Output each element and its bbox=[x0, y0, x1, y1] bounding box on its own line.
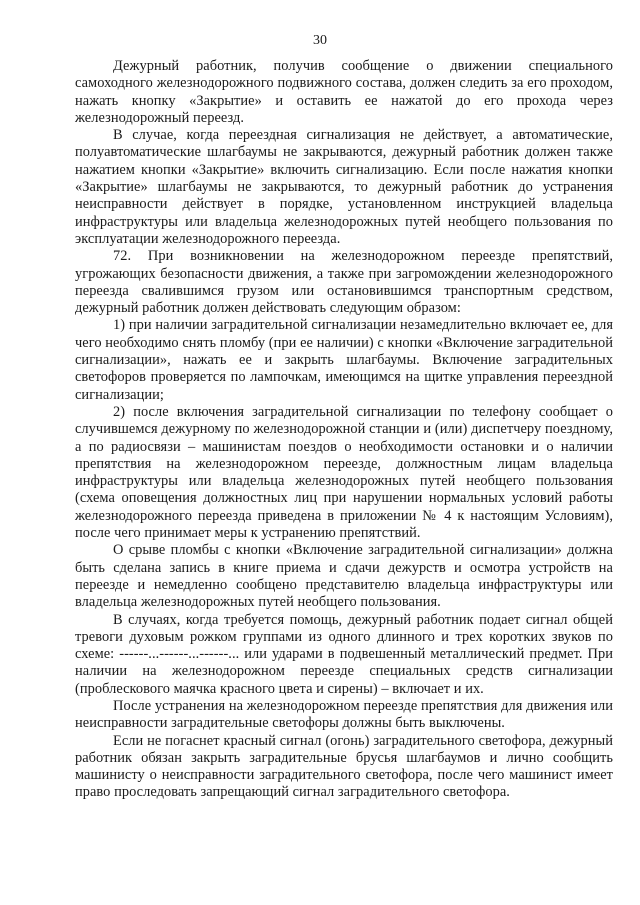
paragraph: Дежурный работник, получив сообщение о движении специального самоходного железнодорожного подвижного состава, должен следить за его проходом, нажать кнопку «Закрытие» и оставить ее нажатой до его прохода через железнодорожный переезд. bbox=[75, 58, 613, 126]
paragraph: Если не погаснет красный сигнал (огонь) заградительного светофора, дежурный работник обязан закрыть заградительные брусья шлагбаумов и лично сообщить машинисту о неисправности заградительного светофора, после чего машинист имеет право проследовать запрещающий сигнал заградительного светофора. bbox=[75, 732, 613, 801]
document-body bbox=[75, 58, 613, 802]
paragraph: В случаях, когда требуется помощь, дежурный работник подает сигнал общей тревоги духовым рожком группами из одного длинного и трех коротких звуков по схеме: ------...------...------... или ударами в подвешенный металлический предмет. При наличии на железнодорожном переезде специальных средств сигнализации (проблескового маячка красного цвета и сирены) – включает и их. bbox=[75, 611, 613, 697]
paragraph: 1) при наличии заградительной сигнализации незамедлительно включает ее, для чего необходимо снять пломбу (при ее наличии) с кнопки «Включение заградительной сигнализации», нажать ее и закрыть шлагбаумы. Включение заградительных светофоров проверяется по лампочкам, имеющимся на щитке управления переездной сигнализации; bbox=[75, 317, 613, 403]
paragraph: О срыве пломбы с кнопки «Включение заградительной сигнализации» должна быть сделана запись в книге приема и сдачи дежурств и осмотра устройств на переезде и немедленно сообщено представителю владельца инфраструктуры или владельца железнодорожных путей необщего пользования. bbox=[75, 542, 613, 611]
paragraph: После устранения на железнодорожном переезде препятствия для движения или неисправности заградительные светофоры должны быть выключены. bbox=[75, 697, 613, 732]
paragraph: 72. При возникновении на железнодорожном переезде препятствий, угрожающих безопасности движения, а также при загромождении железнодорожного переезда свалившимся грузом или остановившимся транспортным средством, дежурный работник должен действовать следующим образом: bbox=[75, 248, 613, 317]
paragraph: 2) после включения заградительной сигнализации по телефону сообщает о случившемся дежурному по железнодорожной станции и (или) диспетчеру поездному, а по радиосвязи – машинистам поездов о необходимости остановки и о наличии препятствия на железнодорожном переезде, должностным лицам владельца инфраструктуры или владельца железнодорожных путей необщего пользования (схема оповещения должностных лиц при нарушении нормальных условий работы железнодорожного переезда приведена в приложении № 4 к настоящим Условиям), после чего принимает меры к устранению препятствий. bbox=[75, 403, 613, 542]
page-number: 30 bbox=[313, 33, 327, 48]
paragraph: В случае, когда переездная сигнализация не действует, а автоматические, полуавтоматические шлагбаумы не закрываются, дежурный работник должен также нажатием кнопки «Закрытие» включить сигнализацию. Если после нажатия кнопки «Закрытие» шлагбаумы не закрываются, то дежурный работник до устранения неисправности действует в порядке, установленном инструкцией владельца инфраструктуры или владельца железнодорожных путей необщего пользования по эксплуатации железнодорожного переезда. bbox=[75, 127, 613, 247]
